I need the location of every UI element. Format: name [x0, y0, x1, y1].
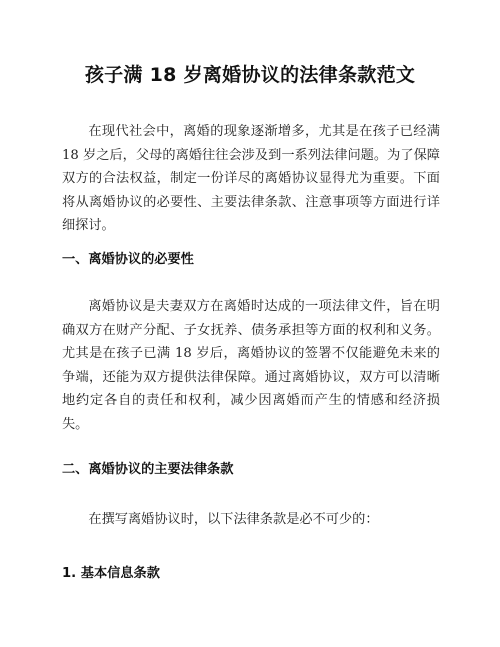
subsection-heading-basic-info: 1. 基本信息条款: [62, 566, 160, 581]
section-heading-necessity: 一、离婚协议的必要性: [62, 252, 194, 267]
document-title: 孩子满 18 岁离婚协议的法律条款范文: [84, 64, 416, 86]
section-heading-main-clauses: 二、离婚协议的主要法律条款: [62, 462, 234, 477]
necessity-paragraph: 离婚协议是夫妻双方在离婚时达成的一项法律文件，旨在明确双方在财产分配、子女抚养、债务承担等方面的权利和义务。尤其是在孩子已满 18 岁后，离婚协议的签署不仅能避免未来的争端，还能为双方提供法律保障。通过离婚协议，双方可以清晰地约定各自的责任和权利，减少因离婚而产生的情感和经济损失。: [62, 299, 440, 432]
main-clauses-paragraph: 在撰写离婚协议时，以下法律条款是必不可少的：: [88, 512, 379, 527]
intro-paragraph: 在现代社会中，离婚的现象逐渐增多，尤其是在孩子已经满 18 岁之后，父母的离婚往往会涉及到一系列法律问题。为了保障双方的合法权益，制定一份详尽的离婚协议显得尤为重要。下面将从离婚协议的必要性、主要法律条款、注意事项等方面进行详细探讨。: [62, 124, 440, 233]
